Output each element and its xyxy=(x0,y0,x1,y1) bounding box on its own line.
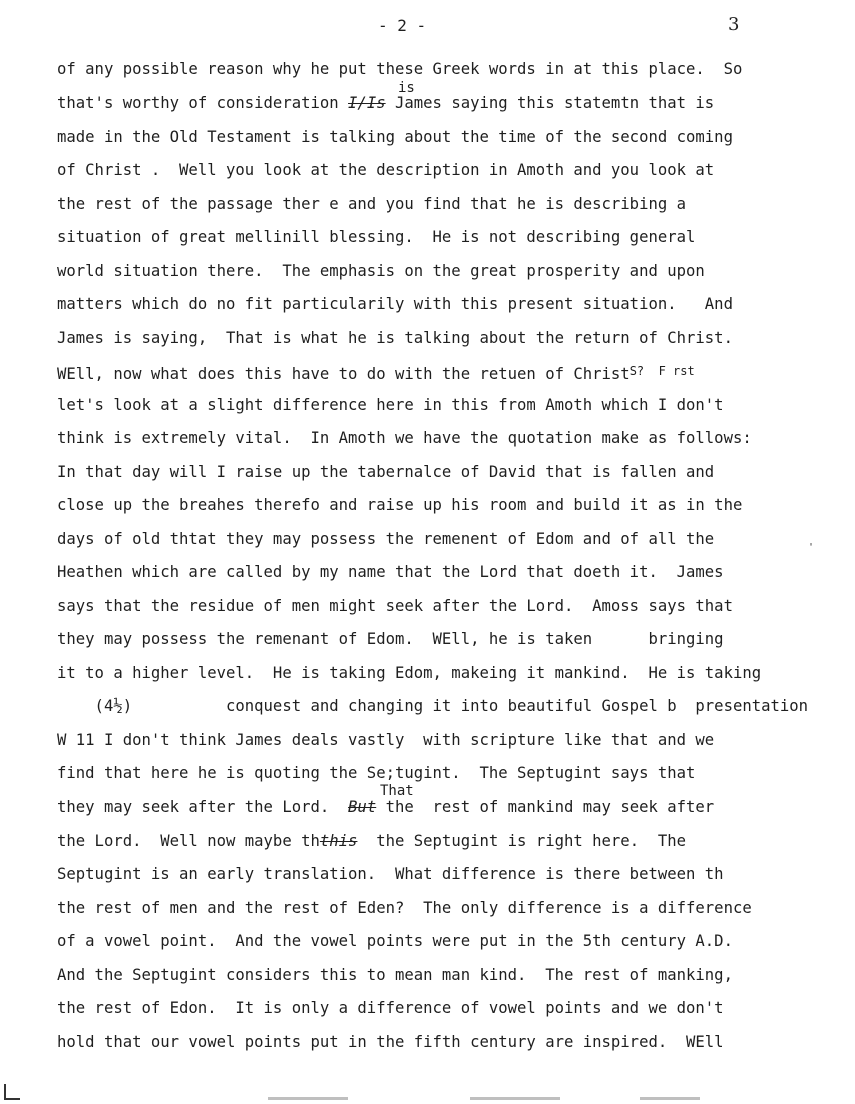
text-line: made in the Old Testament is talking about the time of the second coming xyxy=(57,128,733,146)
text-line: the Lord. Well now maybe ththis the Septugint is right here. The xyxy=(57,832,687,850)
text-line: In that day will I raise up the tabernalce of David that is fallen and xyxy=(57,463,715,481)
text-line: let's look at a slight difference here in this from Amoth which I don't xyxy=(57,396,724,414)
handwritten-insertion: That xyxy=(380,783,414,799)
stray-mark: ' xyxy=(808,542,815,553)
struck-text: But xyxy=(348,798,377,816)
text-line: the rest of Edon. It is only a difference of vowel points and we don't xyxy=(57,999,724,1017)
text-line: hold that our vowel points put in the fifth century are inspired. WEll xyxy=(57,1033,724,1051)
text-line: of any possible reason why he put these Greek words in at this place. So xyxy=(57,60,743,78)
text-line: they may possess the remenant of Edom. WEll, he is taken bringing xyxy=(57,630,724,648)
text-line: that's worthy of consideration I/Is James saying this statemtn that is xyxy=(57,94,715,112)
text-line: world situation there. The emphasis on the great prosperity and upon xyxy=(57,262,705,280)
text-line: (4½) conquest and changing it into beautiful Gospel b presentation xyxy=(57,697,809,715)
text-line: Septugint is an early translation. What difference is there between th xyxy=(57,865,724,883)
text-line: says that the residue of men might seek after the Lord. Amoss says that xyxy=(57,597,733,615)
text-line: days of old thtat they may possess the remenent of Edom and of all the xyxy=(57,530,715,548)
text-line: situation of great mellinill blessing. He is not describing general xyxy=(57,228,696,246)
corner-mark xyxy=(4,1084,20,1100)
text-line: WEll, now what does this have to do with the retuen of Christ$^{S? F rst}$ xyxy=(57,364,695,383)
text-line: think is extremely vital. In Amoth we have the quotation make as follows: xyxy=(57,429,752,447)
text-line: Heathen which are called by my name that the Lord that doeth it. James xyxy=(57,563,724,581)
scan-artifact xyxy=(470,1097,560,1100)
text-line: of Christ . Well you look at the description in Amoth and you look at xyxy=(57,161,715,179)
text-line: it to a higher level. He is taking Edom, makeing it mankind. He is taking xyxy=(57,664,762,682)
handwritten-insertion: is xyxy=(398,80,415,96)
text-line: And the Septugint considers this to mean man kind. The rest of manking, xyxy=(57,966,733,984)
text-line: of a vowel point. And the vowel points were put in the 5th century A.D. xyxy=(57,932,733,950)
scan-artifact xyxy=(640,1097,700,1100)
text-line: James is saying, That is what he is talking about the return of Christ. xyxy=(57,329,733,347)
corner-page-number: 3 xyxy=(728,14,740,35)
text-line: close up the breahes therefo and raise up his room and build it as in the xyxy=(57,496,743,514)
scan-artifact xyxy=(268,1097,348,1100)
text-line: W 11 I don't think James deals vastly with scripture like that and we xyxy=(57,731,715,749)
text-line: matters which do no fit particularily with this present situation. And xyxy=(57,295,733,313)
text-line: the rest of men and the rest of Eden? The only difference is a difference xyxy=(57,899,752,917)
text-line: they may seek after the Lord. But the rest of mankind may seek after xyxy=(57,798,715,816)
struck-text: I/Is xyxy=(348,94,386,112)
text-line: find that here he is quoting the Se;tugint. The Septugint says that xyxy=(57,764,696,782)
text-line: the rest of the passage ther e and you find that he is describing a xyxy=(57,195,687,213)
struck-text: this xyxy=(319,832,358,850)
page-number: - 2 - xyxy=(378,16,427,35)
